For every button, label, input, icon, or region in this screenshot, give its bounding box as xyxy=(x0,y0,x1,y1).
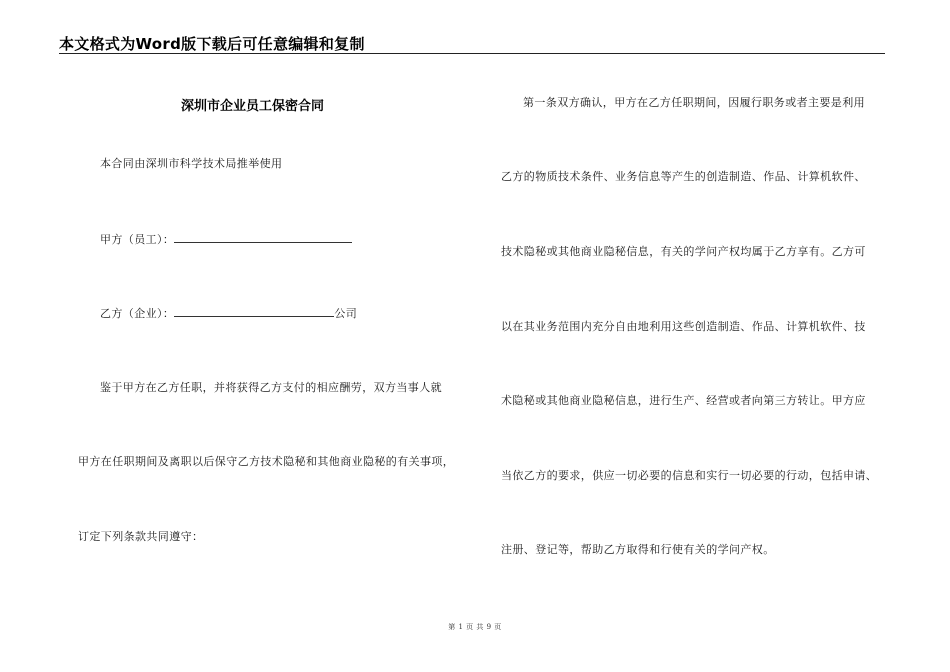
header-divider xyxy=(59,53,885,54)
preamble-line-3: 订定下列条款共同遵守： xyxy=(78,530,204,543)
party-b-blank[interactable] xyxy=(174,304,334,317)
document-title: 深圳市企业员工保密合同 xyxy=(181,99,325,114)
party-a-blank[interactable] xyxy=(174,230,352,243)
party-b-label: 乙方（企业）： xyxy=(100,307,175,320)
article-line-5: 术隐秘或其他商业隐秘信息，进行生产、经营或者向第三方转让。甲方应 xyxy=(501,394,866,407)
preamble-line-1: 鉴于甲方在乙方任职，并将获得乙方支付的相应酬劳，双方当事人就 xyxy=(100,381,442,394)
recommend-line: 本合同由深圳市科学技术局推举使用 xyxy=(100,157,283,170)
article-line-7: 注册、登记等，帮助乙方取得和行使有关的学问产权。 xyxy=(501,543,775,556)
preamble-line-2: 甲方在任职期间及离职以后保守乙方技术隐秘和其他商业隐秘的有关事项， xyxy=(78,455,455,468)
party-a-label: 甲方（员工）： xyxy=(100,233,175,246)
page-number: 第 1 页 共 9 页 xyxy=(448,623,502,631)
party-b-line xyxy=(100,304,357,321)
party-b-suffix: 公司 xyxy=(334,307,358,320)
article-line-6: 当依乙方的要求，供应一切必要的信息和实行一切必要的行动，包括申请、 xyxy=(501,469,878,482)
party-a-line xyxy=(100,230,352,247)
article-line-3: 技术隐秘或其他商业隐秘信息，有关的学问产权均属于乙方享有。乙方可 xyxy=(501,245,866,258)
article-line-1: 第一条双方确认，甲方在乙方任职期间，因履行职务或者主要是利用 xyxy=(523,96,865,109)
article-line-2: 乙方的物质技术条件、业务信息等产生的创造制造、作品、计算机软件、 xyxy=(501,170,866,183)
article-line-4: 以在其业务范围内充分自由地利用这些创造制造、作品、计算机软件、技 xyxy=(501,320,866,333)
download-banner: 本文格式为Word版下载后可任意编辑和复制 xyxy=(59,35,365,53)
